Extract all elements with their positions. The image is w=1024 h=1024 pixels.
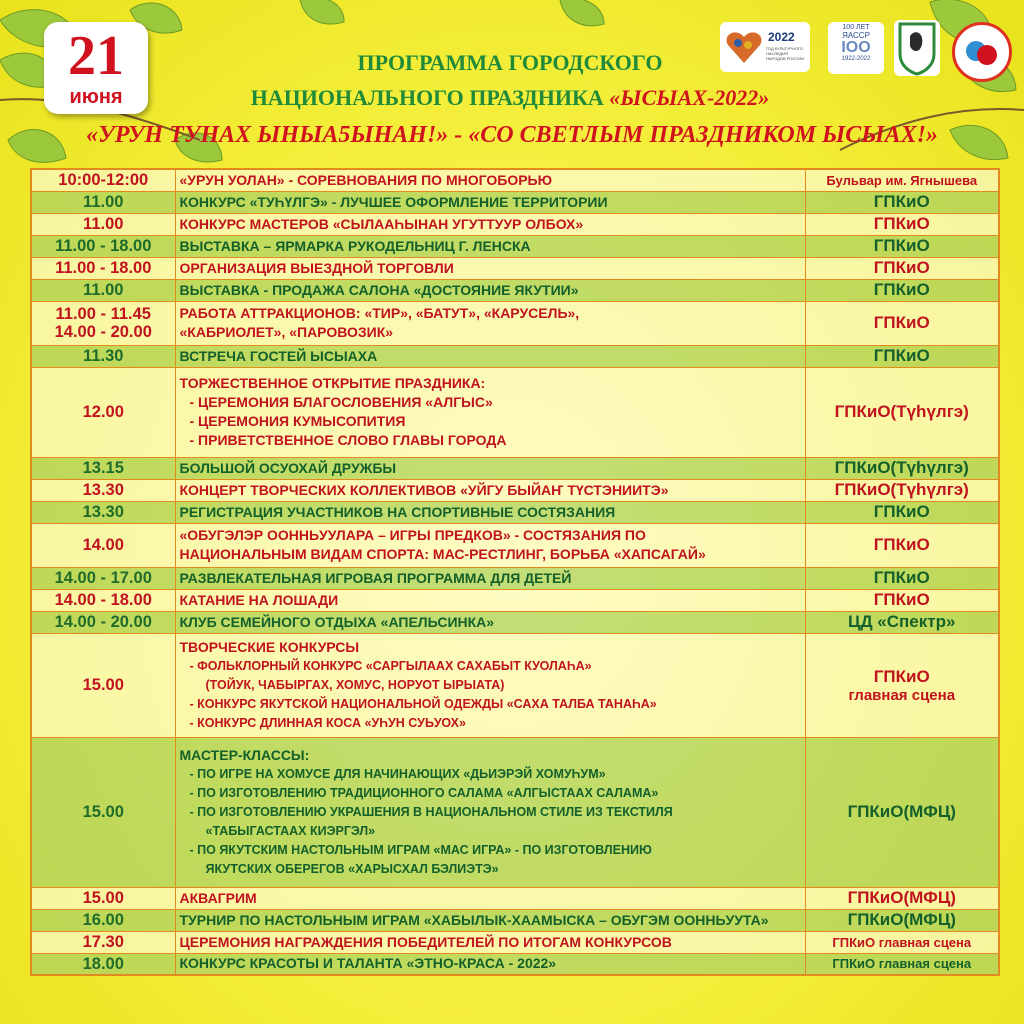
heritage-caption: ГОД КУЛЬТУРНОГО НАСЛЕДИЯ НАРОДОВ РОССИИ bbox=[766, 46, 804, 61]
event-line: ТОРЖЕСТВЕННОЕ ОТКРЫТИЕ ПРАЗДНИКА: bbox=[179, 375, 486, 391]
event-time: 15.00 bbox=[31, 633, 175, 737]
location-name: Бульвар им. Ягнышева bbox=[826, 172, 978, 188]
event-line: «КАБРИОЛЕТ», «ПАРОВОЗИК» bbox=[179, 324, 394, 340]
event-description bbox=[175, 213, 805, 235]
event-time: 11.00 - 11.45 14.00 - 20.00 bbox=[31, 301, 175, 345]
location-name: ГПКиО bbox=[873, 502, 930, 521]
location-name: ГПКиО bbox=[873, 568, 930, 587]
event-time: 14.00 - 17.00 bbox=[31, 567, 175, 589]
schedule-row bbox=[31, 611, 999, 633]
event-description bbox=[175, 367, 805, 457]
event-location bbox=[805, 523, 999, 567]
title-line-2 bbox=[190, 85, 830, 111]
schedule-row bbox=[31, 523, 999, 567]
event-description bbox=[175, 567, 805, 589]
location-name: ГПКиО bbox=[873, 535, 930, 554]
location-name: ГПКиО(Түһүлгэ) bbox=[834, 480, 969, 499]
location-name: ГПКиО(МФЦ) bbox=[847, 888, 956, 907]
event-time: 13.30 bbox=[31, 479, 175, 501]
event-time: 11.00 bbox=[31, 279, 175, 301]
event-line: КОНКУРС «ТУҺҮЛГЭ» - ЛУЧШЕЕ ОФОРМЛЕНИЕ ТЕРРИТОРИИ bbox=[179, 193, 608, 210]
event-line: АКВАГРИМ bbox=[179, 889, 257, 906]
location-name: ГПКиО(Түһүлгэ) bbox=[834, 402, 969, 421]
heritage-year-logo bbox=[720, 22, 810, 72]
event-location bbox=[805, 191, 999, 213]
event-line: КЛУБ СЕМЕЙНОГО ОТДЫХА «АПЕЛЬСИНКА» bbox=[179, 613, 495, 630]
event-time: 16.00 bbox=[31, 909, 175, 931]
yassr-100-logo bbox=[828, 22, 884, 74]
event-description bbox=[175, 479, 805, 501]
yassr-years: 1922-2022 bbox=[841, 56, 871, 62]
event-description bbox=[175, 737, 805, 887]
event-description bbox=[175, 235, 805, 257]
yassr-100: IOO bbox=[841, 39, 871, 56]
date-badge bbox=[44, 22, 148, 114]
event-time: 14.00 - 18.00 bbox=[31, 589, 175, 611]
event-line: - ПО ИГРЕ НА ХОМУСЕ ДЛЯ НАЧИНАЮЩИХ «ДЬИЭРЭЙ ХОМУҺУМ» bbox=[189, 766, 606, 781]
schedule-row bbox=[31, 887, 999, 909]
schedule-row bbox=[31, 457, 999, 479]
festival-name: «ЫСЫАХ-2022» bbox=[609, 85, 770, 110]
event-line: ВЫСТАВКА - ПРОДАЖА САЛОНА «ДОСТОЯНИЕ ЯКУТИИ» bbox=[179, 281, 579, 298]
event-time: 11.00 bbox=[31, 191, 175, 213]
location-name: ГПКиО bbox=[873, 192, 930, 211]
location-name: ГПКиО(Түһүлгэ) bbox=[834, 458, 969, 477]
event-location bbox=[805, 345, 999, 367]
event-location bbox=[805, 953, 999, 975]
event-line: - ПО ИЗГОТОВЛЕНИЮ УКРАШЕНИЯ В НАЦИОНАЛЬНОМ СТИЛЕ ИЗ ТЕКСТИЛЯ bbox=[189, 804, 673, 819]
city-emblem-logo bbox=[894, 20, 940, 76]
event-time: 11.00 - 18.00 bbox=[31, 235, 175, 257]
event-line: ЦЕРЕМОНИЯ НАГРАЖДЕНИЯ ПОБЕДИТЕЛЕЙ ПО ИТОГАМ КОНКУРСОВ bbox=[179, 933, 672, 950]
event-location bbox=[805, 909, 999, 931]
event-line: ВСТРЕЧА ГОСТЕЙ ЫСЫАХА bbox=[179, 347, 378, 364]
schedule-row bbox=[31, 737, 999, 887]
schedule-row bbox=[31, 213, 999, 235]
yassr-top: 100 ЛЕТ bbox=[842, 24, 870, 31]
event-line: - ПО ИЗГОТОВЛЕНИЮ ТРАДИЦИОННОГО САЛАМА «АЛГЫСТААХ САЛАМА» bbox=[189, 785, 659, 800]
heritage-year: 2022 bbox=[768, 30, 795, 44]
event-line: - ПО ЯКУТСКИМ НАСТОЛЬНЫМ ИГРАМ «МАС ИГРА» - ПО ИЗГОТОВЛЕНИЮ bbox=[189, 842, 652, 857]
event-line: КОНКУРС МАСТЕРОВ «СЫЛААҺЫНАН УГУТТУУР ОЛБОХ» bbox=[179, 215, 584, 232]
event-time: 14.00 bbox=[31, 523, 175, 567]
event-location bbox=[805, 367, 999, 457]
event-location bbox=[805, 235, 999, 257]
location-name: ГПКиО главная сцена bbox=[832, 934, 972, 950]
event-description bbox=[175, 633, 805, 737]
event-time: 14.00 - 20.00 bbox=[31, 611, 175, 633]
event-time: 10:00-12:00 bbox=[31, 169, 175, 191]
event-time: 15.00 bbox=[31, 737, 175, 887]
event-line: РАБОТА АТТРАКЦИОНОВ: «ТИР», «БАТУТ», «КАРУСЕЛЬ», bbox=[179, 305, 580, 321]
event-line: КОНКУРС КРАСОТЫ И ТАЛАНТА «ЭТНО-КРАСА - 2022» bbox=[179, 955, 557, 972]
event-line: ТУРНИР ПО НАСТОЛЬНЫМ ИГРАМ «ХАБЫЛЫК-ХААМЫСКА – ОБУГЭМ ООННЬУУТА» bbox=[179, 911, 769, 928]
event-line: «ТАБЫГАСТААХ КИЭРГЭЛ» bbox=[205, 823, 376, 838]
event-location bbox=[805, 567, 999, 589]
event-time: 11.00 bbox=[31, 213, 175, 235]
schedule-row bbox=[31, 589, 999, 611]
event-description bbox=[175, 191, 805, 213]
schedule-row bbox=[31, 169, 999, 191]
event-line: КОНЦЕРТ ТВОРЧЕСКИХ КОЛЛЕКТИВОВ «УЙГУ БЫЙАҤ ТҮСТЭНИИТЭ» bbox=[179, 481, 669, 498]
event-location bbox=[805, 301, 999, 345]
event-description bbox=[175, 501, 805, 523]
event-time: 12.00 bbox=[31, 367, 175, 457]
event-line: ЯКУТСКИХ ОБЕРЕГОВ «ХАРЫСХАЛ БЭЛИЭТЭ» bbox=[205, 861, 499, 876]
theatre-logo bbox=[952, 22, 1012, 82]
event-description bbox=[175, 257, 805, 279]
event-line: - КОНКУРС ЯКУТСКОЙ НАЦИОНАЛЬНОЙ ОДЕЖДЫ «САХА ТАЛБА ТАНАҺА» bbox=[189, 696, 657, 711]
event-location bbox=[805, 887, 999, 909]
event-time: 11.00 - 18.00 bbox=[31, 257, 175, 279]
event-line: КАТАНИЕ НА ЛОШАДИ bbox=[179, 591, 339, 608]
date-day: 21 bbox=[68, 25, 124, 87]
location-sub: главная сцена bbox=[848, 686, 956, 704]
title-line-2-prefix: НАЦИОНАЛЬНОГО ПРАЗДНИКА bbox=[250, 85, 610, 110]
event-description bbox=[175, 931, 805, 953]
date-month: июня bbox=[69, 86, 123, 108]
location-name: ГПКиО bbox=[873, 666, 930, 686]
schedule-row bbox=[31, 501, 999, 523]
location-name: ГПКиО bbox=[873, 236, 930, 255]
event-line: - ПРИВЕТСТВЕННОЕ СЛОВО ГЛАВЫ ГОРОДА bbox=[189, 432, 507, 448]
event-location bbox=[805, 457, 999, 479]
schedule-row bbox=[31, 567, 999, 589]
schedule-row bbox=[31, 367, 999, 457]
event-time: 15.00 bbox=[31, 887, 175, 909]
event-description bbox=[175, 611, 805, 633]
event-description bbox=[175, 523, 805, 567]
event-time: 13.15 bbox=[31, 457, 175, 479]
schedule-row bbox=[31, 633, 999, 737]
title-line-1: ПРОГРАММА ГОРОДСКОГО bbox=[357, 50, 663, 75]
event-line: РЕГИСТРАЦИЯ УЧАСТНИКОВ НА СПОРТИВНЫЕ СОСТЯЗАНИЯ bbox=[179, 503, 616, 520]
location-name: ГПКиО bbox=[873, 590, 930, 609]
heart-icon bbox=[724, 27, 764, 67]
event-line: «ОБУГЭЛЭР ООННЬУУЛАРА – ИГРЫ ПРЕДКОВ» - СОСТЯЗАНИЯ ПО bbox=[179, 527, 646, 543]
schedule-row bbox=[31, 909, 999, 931]
event-line: - ЦЕРЕМОНИЯ КУМЫСОПИТИЯ bbox=[189, 413, 406, 429]
event-time: 13.30 bbox=[31, 501, 175, 523]
theatre-masks-icon bbox=[955, 25, 1009, 79]
event-description bbox=[175, 589, 805, 611]
location-name: ГПКиО bbox=[873, 280, 930, 299]
event-line: - КОНКУРС ДЛИННАЯ КОСА «УҺУН СУЬУОХ» bbox=[189, 715, 466, 730]
schedule-row bbox=[31, 235, 999, 257]
event-line: МАСТЕР-КЛАССЫ: bbox=[179, 746, 310, 763]
location-name: ГПКиО(МФЦ) bbox=[847, 910, 956, 929]
event-line: НАЦИОНАЛЬНЫМ ВИДАМ СПОРТА: МАС-РЕСТЛИНГ, БОРЬБА «ХАПСАГАЙ» bbox=[179, 546, 706, 562]
event-description bbox=[175, 909, 805, 931]
event-location bbox=[805, 589, 999, 611]
event-description bbox=[175, 345, 805, 367]
schedule-row bbox=[31, 345, 999, 367]
event-description bbox=[175, 279, 805, 301]
event-line: БОЛЬШОЙ ОСУОХАЙ ДРУЖБЫ bbox=[179, 459, 397, 476]
event-line: (ТОЙУК, ЧАБЫРГАХ, ХОМУС, НОРУОТ ЫРЫАТА) bbox=[205, 677, 505, 692]
event-line: - ЦЕРЕМОНИЯ БЛАГОСЛОВЕНИЯ «АЛГЫС» bbox=[189, 394, 493, 410]
schedule-row bbox=[31, 301, 999, 345]
schedule-row bbox=[31, 279, 999, 301]
location-name: ГПКиО главная сцена bbox=[832, 956, 972, 972]
location-name: ГПКиО bbox=[873, 258, 930, 277]
schedule-row bbox=[31, 953, 999, 975]
schedule-row bbox=[31, 191, 999, 213]
event-location bbox=[805, 169, 999, 191]
event-time: 11.30 bbox=[31, 345, 175, 367]
emblem-icon bbox=[894, 20, 940, 76]
title-line-3: «УРУН ТУНАХ ЫНЫА5ЫНАН!» - «СО СВЕТЛЫМ ПРАЗДНИКОМ ЫСЫАХ!» bbox=[86, 122, 938, 148]
event-location bbox=[805, 257, 999, 279]
event-location bbox=[805, 479, 999, 501]
event-line: - ФОЛЬКЛОРНЫЙ КОНКУРС «САРГЫЛААХ САХАБЫТ КУОЛАҺА» bbox=[189, 658, 592, 673]
event-line: ОРГАНИЗАЦИЯ ВЫЕЗДНОЙ ТОРГОВЛИ bbox=[179, 259, 454, 276]
location-name: ЦД «Спектр» bbox=[848, 612, 956, 631]
event-description bbox=[175, 301, 805, 345]
event-location bbox=[805, 931, 999, 953]
schedule-row bbox=[31, 257, 999, 279]
schedule-row bbox=[31, 479, 999, 501]
yassr-name: ЯАССР bbox=[842, 31, 870, 40]
event-location bbox=[805, 501, 999, 523]
event-line: ТВОРЧЕСКИЕ КОНКУРСЫ bbox=[179, 638, 360, 655]
event-location bbox=[805, 279, 999, 301]
event-location bbox=[805, 213, 999, 235]
event-description bbox=[175, 887, 805, 909]
location-name: ГПКиО(МФЦ) bbox=[847, 802, 956, 821]
event-line: «УРУН УОЛАН» - СОРЕВНОВАНИЯ ПО МНОГОБОРЬЮ bbox=[179, 171, 553, 188]
event-time: 18.00 bbox=[31, 953, 175, 975]
event-description bbox=[175, 169, 805, 191]
event-description bbox=[175, 953, 805, 975]
location-name: ГПКиО bbox=[873, 313, 930, 332]
location-name: ГПКиО bbox=[873, 214, 930, 233]
event-location bbox=[805, 737, 999, 887]
location-name: ГПКиО bbox=[873, 346, 930, 365]
event-time: 17.30 bbox=[31, 931, 175, 953]
schedule-row bbox=[31, 931, 999, 953]
event-location bbox=[805, 633, 999, 737]
event-description bbox=[175, 457, 805, 479]
event-location bbox=[805, 611, 999, 633]
schedule-table bbox=[30, 168, 1000, 976]
event-line: РАЗВЛЕКАТЕЛЬНАЯ ИГРОВАЯ ПРОГРАММА ДЛЯ ДЕТЕЙ bbox=[179, 569, 572, 586]
event-line: ВЫСТАВКА – ЯРМАРКА РУКОДЕЛЬНИЦ Г. ЛЕНСКА bbox=[179, 237, 531, 254]
